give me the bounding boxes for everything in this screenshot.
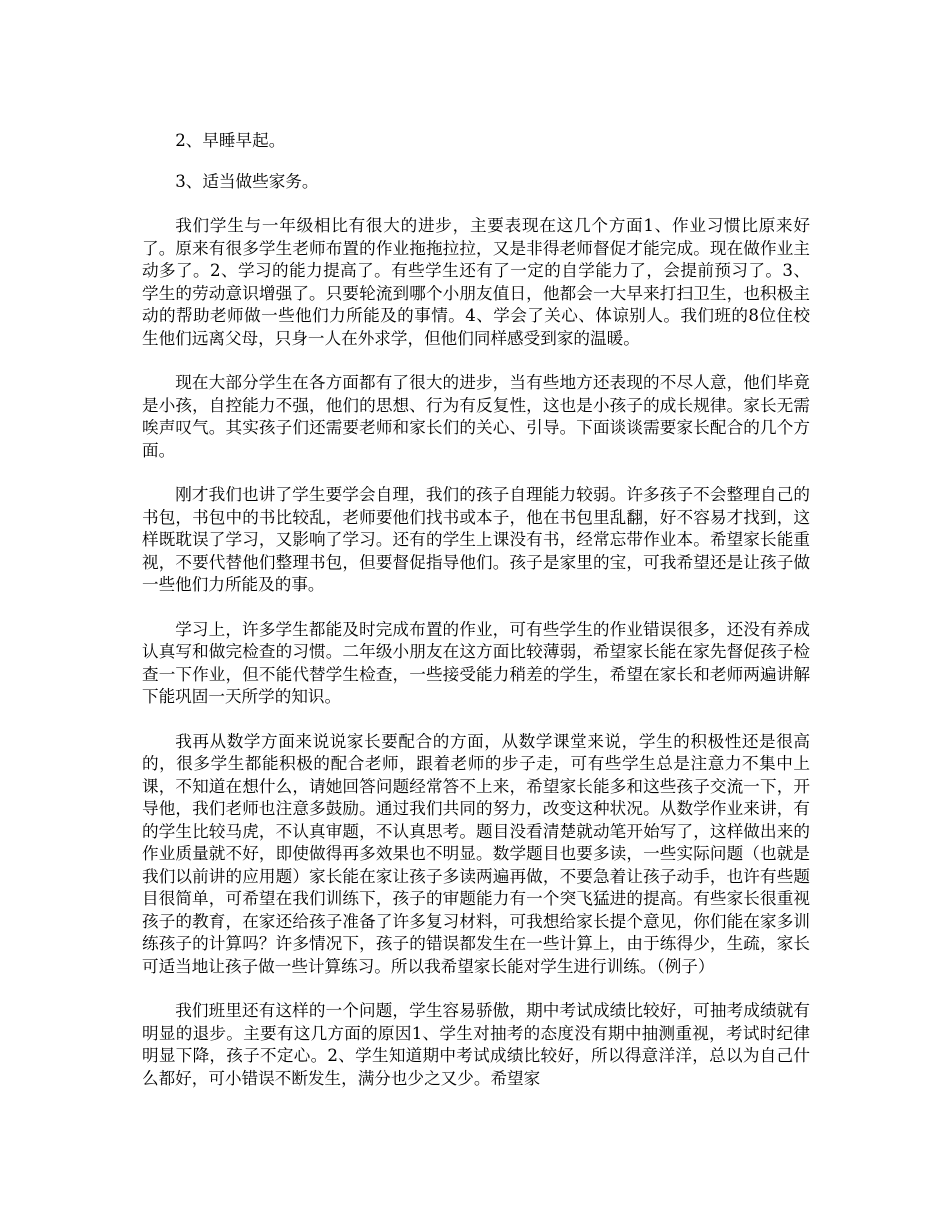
paragraph-math-cooperation: 我再从数学方面来说说家长要配合的方面，从数学课堂来说，学生的积极性还是很高的，很多学生都能积极的配合老师，跟着老师的步子走，可有些学生总是注意力不集中上课，不知道在想什么，请她回答问题经常答不上来，希望家长能多和这些孩子交流一下，开导他，我们老师也注意多鼓励。通过我们共同的努力，改变这种状况。从数学作业来讲，有的学生比较马虎，不认真审题，不认真思考。题目没看清楚就动笔开始写了，这样做出来的作业质量就不好，即使做得再多效果也不明显。数学题目也要多读，一些实际问题（也就是我们以前讲的应用题）家长能在家让孩子多读两遍再做，不要急着让孩子动手，也许有些题目很简单，可希望在我们训练下，孩子的审题能力有一个突飞猛进的提高。有些家长很重视孩子的教育，在家还给孩子准备了许多复习材料，可我想给家长提个意见，你们能在家多训练孩子的计算吗？许多情况下，孩子的错误都发生在一些计算上，由于练得少，生疏，家长可适当地让孩子做一些计算练习。所以我希望家长能对学生进行训练。（例子） bbox=[142, 731, 810, 976]
document-page bbox=[142, 130, 810, 1112]
paragraph-growth-patterns: 现在大部分学生在各方面都有了很大的进步，当有些地方还表现的不尽人意，他们毕竟是小孩，自控能力不强，他们的思想、行为有反复性，这也是小孩子的成长规律。家长无需唉声叹气。其实孩子们还需要老师和家长们的关心、引导。下面谈谈需要家长配合的几个方面。 bbox=[142, 373, 810, 460]
paragraph-homework-checking: 学习上，许多学生都能及时完成布置的作业，可有些学生的作业错误很多，还没有养成认真写和做完检查的习惯。二年级小朋友在这方面比较薄弱，希望家长能在家先督促孩子检查一下作业，但不能代替学生检查，一些接受能力稍差的学生，希望在家长和老师两遍讲解下能巩固一天所学的知识。 bbox=[142, 619, 810, 706]
paragraph-housework: 3、适当做些家务。 bbox=[175, 171, 319, 191]
paragraph-sleep-early: 2、早睡早起。 bbox=[175, 131, 286, 150]
paragraph-student-progress: 我们学生与一年级相比有很大的进步，主要表现在这几个方面1、作业习惯比原来好了。原来有很多学生老师布置的作业拖拖拉拉，又是非得老师督促才能完成。现在做作业主动多了。2、学习的能力提高了。有些学生还有了一定的自学能力了，会提前预习了。3、学生的劳动意识增强了。只要轮流到哪个小朋友值日，他都会一大早来打扫卫生，也积极主动的帮助老师做一些他们力所能及的事情。4、学会了关心、体谅别人。我们班的8位住校生他们远离父母，只身一人在外求学，但他们同样感受到家的温暖。 bbox=[142, 216, 810, 348]
paragraph-exam-attitude: 我们班里还有这样的一个问题，学生容易骄傲，期中考试成绩比较好，可抽考成绩就有明显的退步。主要有这几方面的原因1、学生对抽考的态度没有期中抽测重视，考试时纪律明显下降，孩子不定心。2、学生知道期中考试成绩比较好，所以得意洋洋，总以为自己什么都好，可小错误不断发生，满分也少之又少。希望家 bbox=[142, 1001, 810, 1088]
paragraph-self-care: 刚才我们也讲了学生要学会自理，我们的孩子自理能力较弱。许多孩子不会整理自己的书包，书包中的书比较乱，老师要他们找书或本子，他在书包里乱翻，好不容易才找到，这样既耽误了学习，又影响了学习。还有的学生上课没有书，经常忘带作业本。希望家长能重视，不要代替他们整理书包，但要督促指导他们。孩子是家里的宝，可我希望还是让孩子做一些他们力所能及的事。 bbox=[142, 485, 810, 594]
